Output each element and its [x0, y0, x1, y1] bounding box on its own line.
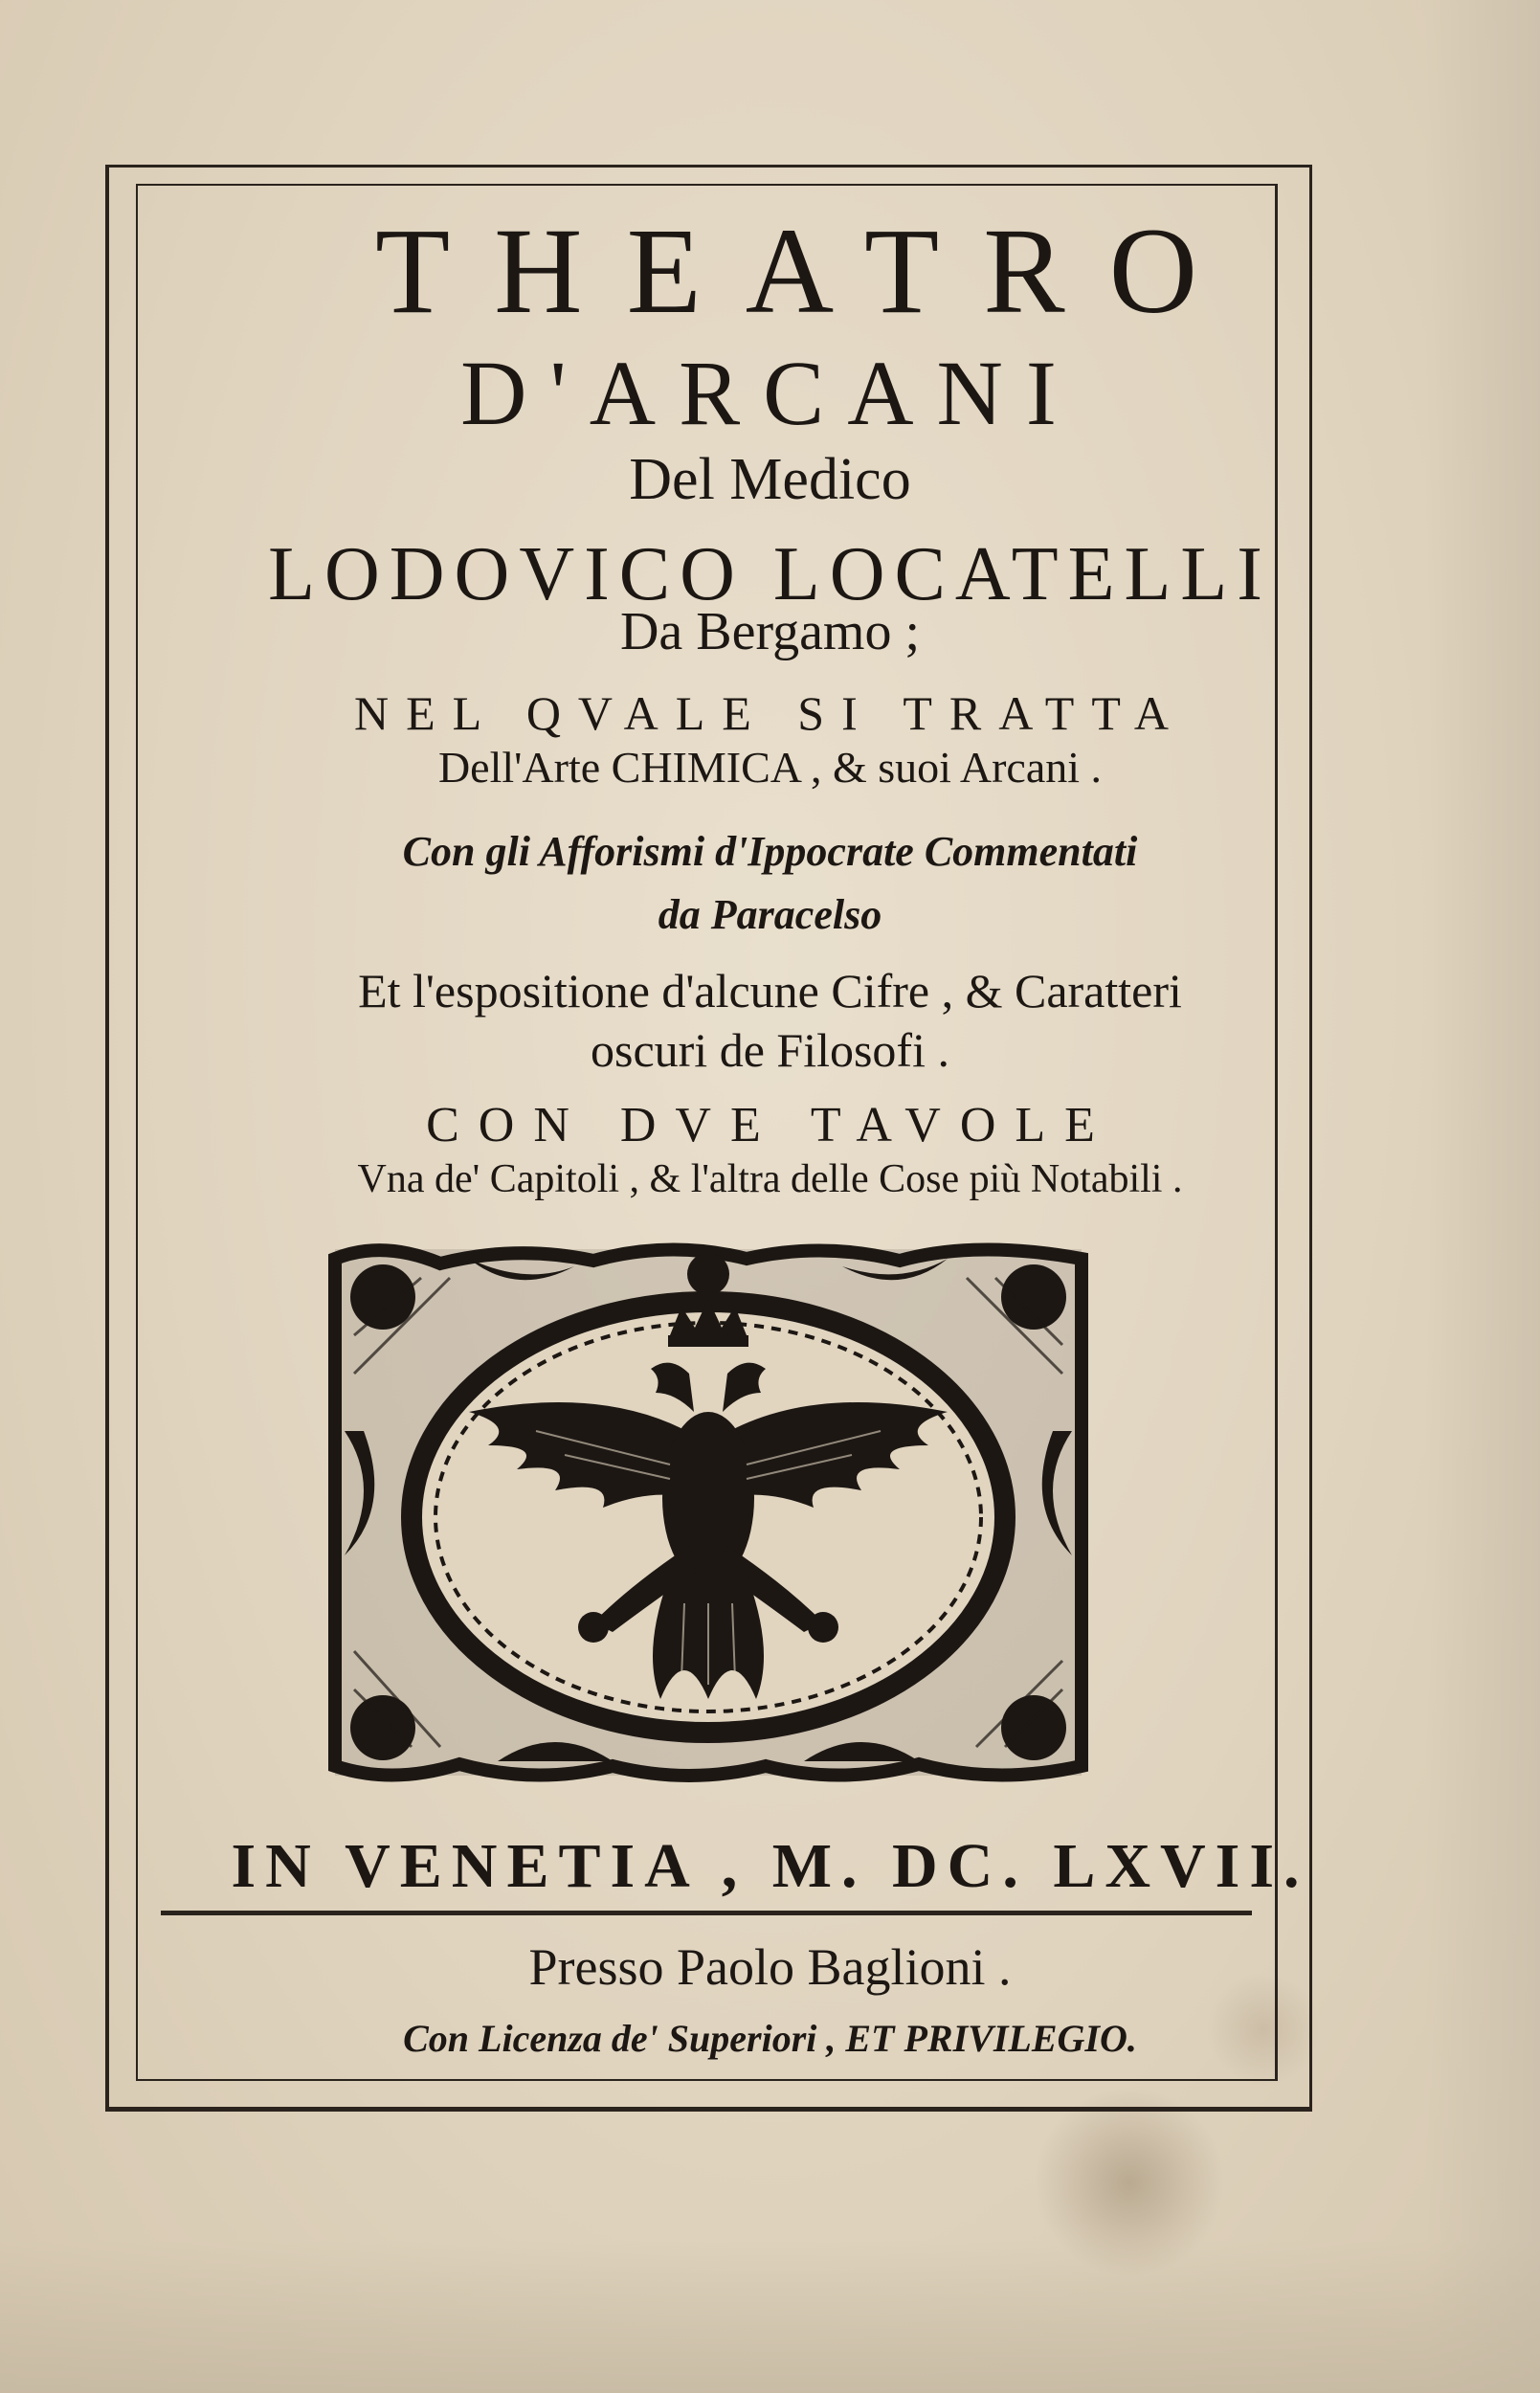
- aphorisms-line-1: Con gli Afforismi d'Ippocrate Commentati: [402, 828, 1138, 875]
- author-intro: Del Medico: [629, 447, 911, 512]
- title-line-2: D'ARCANI: [460, 342, 1080, 444]
- author-origin: Da Bergamo ;: [619, 602, 921, 661]
- double-headed-eagle-icon: [325, 1240, 1091, 1785]
- license-line: Con Licenza de' Superiori , ET PRIVILEGIO.: [403, 2017, 1137, 2060]
- ink-stain: [1034, 2087, 1225, 2278]
- exposition-line-1: Et l'espositione d'alcune Cifre , & Caratteri: [358, 964, 1182, 1018]
- printer-name: Presso Paolo Baglioni .: [528, 1938, 1012, 1996]
- author-name: LODOVICO LOCATELLI: [268, 532, 1272, 616]
- imprint-rule: [161, 1911, 1252, 1915]
- exposition-line-2: oscuri de Filosofi .: [591, 1023, 949, 1077]
- tables-detail: Vna de' Capitoli , & l'altra delle Cose più Notabili .: [357, 1157, 1183, 1201]
- aphorisms-line-2: da Paracelso: [658, 891, 882, 938]
- imprint-place-date: IN VENETIA , M. DC. LXVII.: [231, 1831, 1309, 1901]
- subject-intro: NEL QVALE SI TRATTA: [353, 686, 1186, 740]
- title-line-1: THEATRO: [374, 203, 1242, 339]
- page-bottom-shadow: [0, 2240, 1540, 2393]
- subject: Dell'Arte CHIMICA , & suoi Arcani .: [437, 743, 1103, 792]
- tables-heading: CON DVE TAVOLE: [426, 1098, 1114, 1152]
